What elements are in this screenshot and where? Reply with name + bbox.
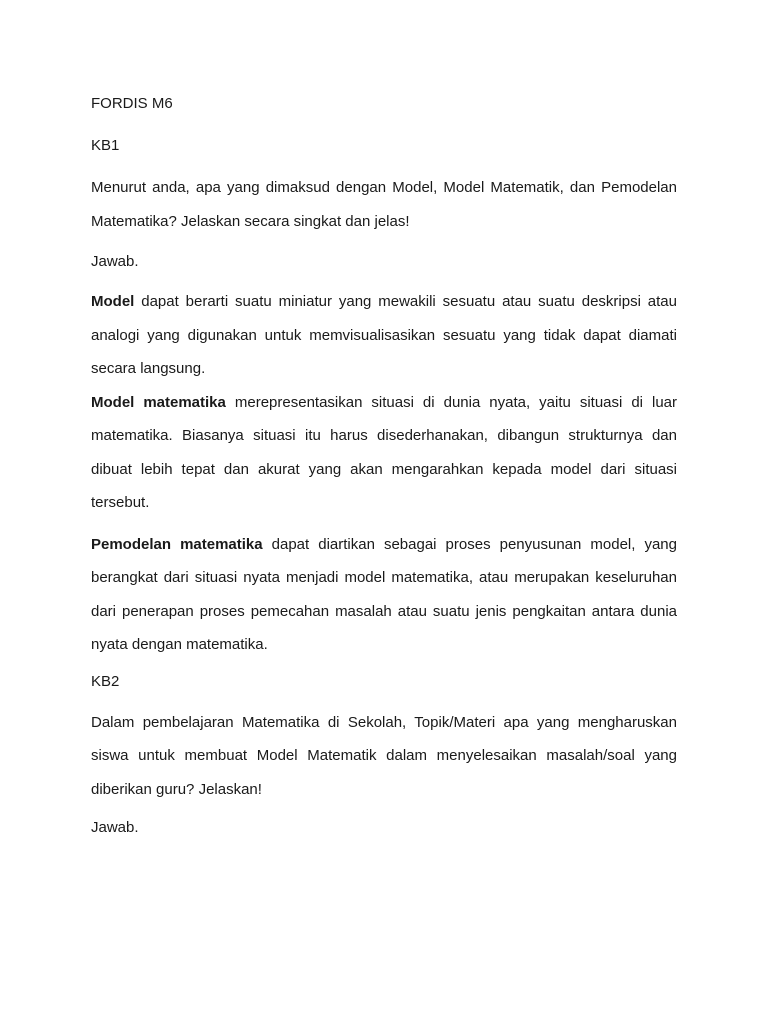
kb1-answer-label: Jawab. (91, 253, 139, 270)
kb1-heading: KB1 (91, 137, 120, 154)
answer-pemodelan-text: dapat diartikan sebagai proses penyusunan model, yang berangkat dari situasi nyata menjadi model matematika, atau merupakan keseluruhan dari penerapan proses pemecahan masalah atau suatu jenis pengkaitan antara dunia nyata dengan matematika. (91, 535, 677, 653)
answer-pemodelan (91, 528, 677, 662)
kb2-heading: KB2 (91, 672, 120, 690)
answer-model-matematika (91, 386, 677, 520)
kb1-question: Menurut anda, apa yang dimaksud dengan Model, Model Matematik, dan Pemodelan Matematika? Jelaskan secara singkat dan jelas! (91, 179, 677, 230)
answer-model (91, 285, 677, 386)
answer-pemodelan-term: Pemodelan matematika (91, 535, 263, 553)
kb2-answer-label: Jawab. (91, 819, 139, 836)
document-title: FORDIS M6 (91, 95, 173, 112)
answer-model-text: dapat berarti suatu miniatur yang mewakili sesuatu atau suatu deskripsi atau analogi yang digunakan untuk memvisualisasikan sesuatu yang tidak dapat diamati secara langsung. (91, 293, 677, 377)
answer-model-term: Model (91, 293, 135, 310)
kb2-question: Dalam pembelajaran Matematika di Sekolah, Topik/Materi apa yang mengharuskan siswa untuk membuat Model Matematik dalam menyelesaikan masalah/soal yang diberikan guru? Jelaskan! (91, 713, 677, 798)
answer-model-matematika-term: Model matematika (91, 393, 226, 411)
answer-model-matematika-text: merepresentasikan situasi di dunia nyata, yaitu situasi di luar matematika. Biasanya situasi itu harus disederhanakan, dibangun strukturnya dan dibuat lebih tepat dan akurat yang akan mengarahkan kepada model dari situasi tersebut. (91, 393, 678, 511)
